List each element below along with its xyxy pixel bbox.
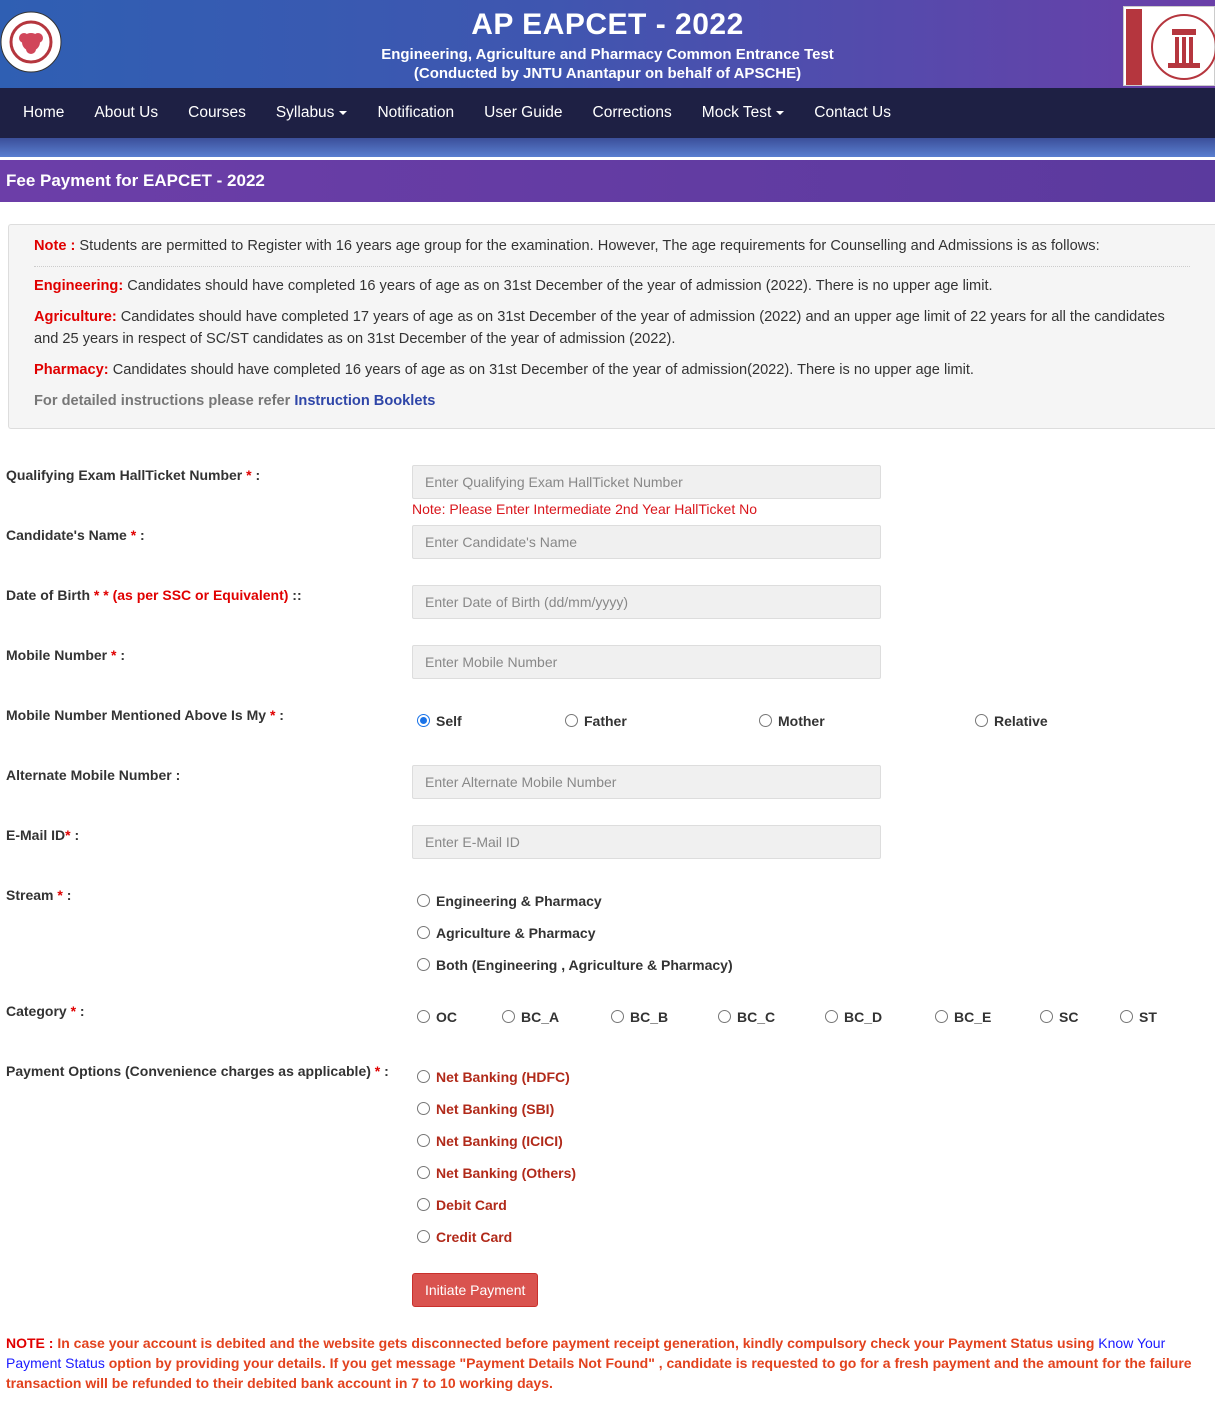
- stream-option-label: Agriculture & Pharmacy: [436, 925, 596, 941]
- payment-option-label: Net Banking (SBI): [436, 1101, 555, 1117]
- radio-pay-icici[interactable]: [417, 1133, 563, 1149]
- category-option-label: ST: [1139, 1009, 1157, 1025]
- dob-label-text: Date of Birth: [6, 587, 94, 603]
- radio-icon: [825, 1010, 838, 1023]
- payment-options-label: [6, 1063, 389, 1079]
- nav-corrections[interactable]: Corrections: [592, 104, 672, 121]
- fee-payment-form: [0, 429, 1215, 1391]
- label-colon: :: [251, 467, 261, 483]
- instructions-line: [34, 390, 1190, 412]
- radio-stream-both[interactable]: [417, 957, 733, 973]
- radio-pay-credit[interactable]: [417, 1229, 512, 1245]
- hallticket-label: [6, 467, 260, 483]
- radio-icon: [565, 714, 578, 727]
- engineering-label: Engineering:: [34, 278, 124, 294]
- mobile-label-text: Mobile Number: [6, 647, 112, 663]
- radio-icon: [417, 1198, 430, 1211]
- nav-syllabus-label: Syllabus: [275, 104, 335, 121]
- category-label-text: Category: [6, 1003, 71, 1019]
- instructions-text: For detailed instructions please refer: [34, 393, 295, 409]
- radio-icon: [1040, 1010, 1053, 1023]
- payment-label-text: Payment Options (Convenience charges as applicable): [6, 1063, 375, 1079]
- radio-mother-label: Mother: [778, 713, 825, 729]
- nav-about-us[interactable]: About Us: [94, 104, 159, 121]
- footer-note-text1: In case your account is debited and the website gets disconnected before payment receipt generation, kindly compulsory check your Payment Status using: [53, 1335, 1099, 1351]
- apsche-emblem-icon: [1124, 7, 1215, 87]
- radio-pay-sbi[interactable]: [417, 1101, 554, 1117]
- dob-input[interactable]: [412, 585, 881, 619]
- email-label: [6, 827, 79, 843]
- footer-note-label: NOTE :: [6, 1335, 54, 1351]
- radio-checked-icon: [417, 714, 430, 727]
- label-colon: ::: [288, 587, 302, 603]
- category-option-label: BC_A: [521, 1009, 560, 1025]
- payment-option-label: Credit Card: [436, 1229, 513, 1245]
- radio-relative-label: Relative: [994, 713, 1048, 729]
- category-option-label: BC_C: [737, 1009, 776, 1025]
- radio-self[interactable]: [417, 713, 462, 729]
- radio-icon: [417, 1230, 430, 1243]
- radio-icon: [935, 1010, 948, 1023]
- candidate-name-label-text: Candidate's Name: [6, 527, 131, 543]
- nav-syllabus[interactable]: [261, 88, 363, 138]
- candidate-name-label: [6, 527, 145, 543]
- main-nav: [0, 88, 1215, 138]
- radio-category-bc-e[interactable]: [935, 1009, 991, 1025]
- required-star: *: [374, 1063, 381, 1079]
- required-star: *: [130, 527, 137, 543]
- radio-icon: [417, 1102, 430, 1115]
- radio-father-label: Father: [584, 713, 627, 729]
- category-label: [6, 1003, 85, 1019]
- know-payment-status-link[interactable]: Know Your Payment Status: [6, 1335, 1166, 1371]
- note-general: [34, 235, 1190, 267]
- radio-icon: [417, 1010, 430, 1023]
- radio-icon: [417, 958, 430, 971]
- radio-icon: [417, 926, 430, 939]
- dob-ssc-note: * (as per SSC or Equivalent): [103, 587, 289, 603]
- radio-stream-engineering[interactable]: [417, 893, 602, 909]
- age-requirements-note: [8, 224, 1215, 429]
- note-text: Students are permitted to Register with 16 years age group for the examination. However, The age requirements for Counselling and Admissions is as follows:: [75, 238, 1100, 254]
- nav-contact-us[interactable]: Contact Us: [814, 104, 891, 121]
- decorative-stripe: [0, 138, 1215, 160]
- pharmacy-text: Candidates should have completed 16 years of age as on 31st December of the year of admission(2022). There is no upper age limit.: [108, 362, 974, 378]
- required-star: *: [93, 587, 100, 603]
- note-pharmacy: [34, 359, 1190, 381]
- agriculture-text: Candidates should have completed 17 years of age as on 31st December of the year of admission (2022) and an upper age limit of 22 years for all the candidates and 25 years in respect of SC/ST candidates as on 31st December of the year of admission (2022).: [34, 309, 1165, 347]
- nav-home[interactable]: Home: [23, 104, 65, 121]
- stream-option-label: Engineering & Pharmacy: [436, 893, 602, 909]
- page-main-title: AP EAPCET - 2022: [471, 8, 744, 41]
- radio-icon: [611, 1010, 624, 1023]
- required-star: *: [246, 467, 252, 483]
- radio-icon: [417, 1070, 430, 1083]
- label-colon: :: [62, 887, 72, 903]
- radio-icon: [718, 1010, 731, 1023]
- radio-icon: [417, 894, 430, 907]
- stream-option-label: Both (Engineering , Agriculture & Pharmacy): [436, 957, 733, 973]
- radio-self-label: Self: [436, 713, 462, 729]
- header-title-block: [0, 8, 1215, 83]
- radio-icon: [502, 1010, 515, 1023]
- radio-stream-agriculture[interactable]: [417, 925, 596, 941]
- radio-relative[interactable]: [975, 713, 1048, 729]
- radio-mother[interactable]: [759, 713, 825, 729]
- radio-icon: [417, 1134, 430, 1147]
- caret-down-icon: [339, 111, 347, 115]
- nav-notification[interactable]: Notification: [377, 104, 455, 121]
- payment-status-note: [6, 1333, 1196, 1393]
- nav-mock-test[interactable]: [687, 88, 800, 138]
- category-option-label: BC_E: [954, 1009, 992, 1025]
- radio-category-bc-d[interactable]: [825, 1009, 882, 1025]
- caret-down-icon: [776, 111, 784, 115]
- note-agriculture: [34, 306, 1190, 350]
- radio-icon: [417, 1166, 430, 1179]
- footer-note-text2: option by providing your details. If you get message "Payment Details Not Found" , candidate is requested to go for a fresh payment and the amount for the failure transaction will be refunded to their debited bank account in 7 to 10 working days.: [6, 1355, 1192, 1391]
- initiate-payment-button[interactable]: Initiate Payment: [412, 1273, 538, 1307]
- apsche-logo[interactable]: [1123, 6, 1215, 86]
- nav-mock-test-label: Mock Test: [701, 104, 772, 121]
- category-option-label: OC: [436, 1009, 457, 1025]
- label-colon: :: [136, 527, 145, 543]
- nav-user-guide[interactable]: User Guide: [484, 104, 563, 121]
- required-star: *: [65, 827, 71, 843]
- alt-mobile-input[interactable]: [412, 765, 881, 799]
- category-option-label: SC: [1059, 1009, 1079, 1025]
- note-engineering: [34, 275, 1190, 297]
- payment-option-label: Debit Card: [436, 1197, 507, 1213]
- nav-courses[interactable]: Courses: [188, 104, 246, 121]
- radio-pay-debit[interactable]: [417, 1197, 507, 1213]
- alt-mobile-label: Alternate Mobile Number :: [6, 767, 181, 783]
- stream-label-text: Stream: [6, 887, 58, 903]
- radio-icon: [975, 714, 988, 727]
- pharmacy-label: Pharmacy:: [34, 362, 109, 378]
- required-star: *: [269, 707, 276, 723]
- stream-label: [6, 887, 71, 903]
- required-star: *: [70, 1003, 77, 1019]
- email-label-text: E-Mail ID: [6, 827, 66, 843]
- radio-category-oc[interactable]: [417, 1009, 457, 1025]
- radio-category-st[interactable]: [1120, 1009, 1157, 1025]
- radio-category-bc-a[interactable]: [502, 1009, 559, 1025]
- category-option-label: BC_B: [630, 1009, 669, 1025]
- header-subtitle-conducted: (Conducted by JNTU Anantapur on behalf of APSCHE): [413, 65, 802, 82]
- hallticket-hint: Note: Please Enter Intermediate 2nd Year HallTicket No: [412, 501, 758, 517]
- instruction-booklets-link[interactable]: Instruction Booklets: [294, 393, 436, 409]
- radio-icon: [1120, 1010, 1133, 1023]
- radio-pay-hdfc[interactable]: [417, 1069, 570, 1085]
- radio-category-bc-c[interactable]: [718, 1009, 775, 1025]
- agriculture-label: Agriculture:: [34, 309, 117, 325]
- radio-father[interactable]: [565, 713, 627, 729]
- mobile-input[interactable]: [412, 645, 881, 679]
- category-option-label: BC_D: [844, 1009, 883, 1025]
- header-subtitle: Engineering, Agriculture and Pharmacy Common Entrance Test: [381, 46, 834, 63]
- radio-pay-others[interactable]: [417, 1165, 576, 1181]
- payment-option-label: Net Banking (Others): [436, 1165, 577, 1181]
- label-colon: :: [70, 827, 80, 843]
- label-colon: :: [275, 707, 284, 723]
- hallticket-label-text: Qualifying Exam HallTicket Number: [6, 467, 247, 483]
- required-star: *: [57, 887, 63, 903]
- email-input[interactable]: [412, 825, 881, 859]
- required-star: *: [111, 647, 117, 663]
- radio-category-bc-b[interactable]: [611, 1009, 668, 1025]
- page-title: Fee Payment for EAPCET - 2022: [0, 160, 1215, 202]
- candidate-name-input[interactable]: [412, 525, 881, 559]
- mobile-owner-label: [6, 707, 284, 723]
- site-header: [0, 0, 1215, 88]
- note-label: Note :: [34, 238, 76, 254]
- payment-option-label: Net Banking (ICICI): [436, 1133, 563, 1149]
- hallticket-input[interactable]: [412, 465, 881, 499]
- radio-icon: [759, 714, 772, 727]
- label-colon: :: [76, 1003, 85, 1019]
- label-colon: :: [116, 647, 126, 663]
- label-colon: :: [380, 1063, 389, 1079]
- mobile-owner-label-text: Mobile Number Mentioned Above Is My: [6, 707, 270, 723]
- radio-category-sc[interactable]: [1040, 1009, 1078, 1025]
- mobile-label: [6, 647, 125, 663]
- payment-option-label: Net Banking (HDFC): [436, 1069, 570, 1085]
- engineering-text: Candidates should have completed 16 years of age as on 31st December of the year of admission (2022). There is no upper age limit.: [123, 278, 993, 294]
- dob-label: [6, 587, 302, 603]
